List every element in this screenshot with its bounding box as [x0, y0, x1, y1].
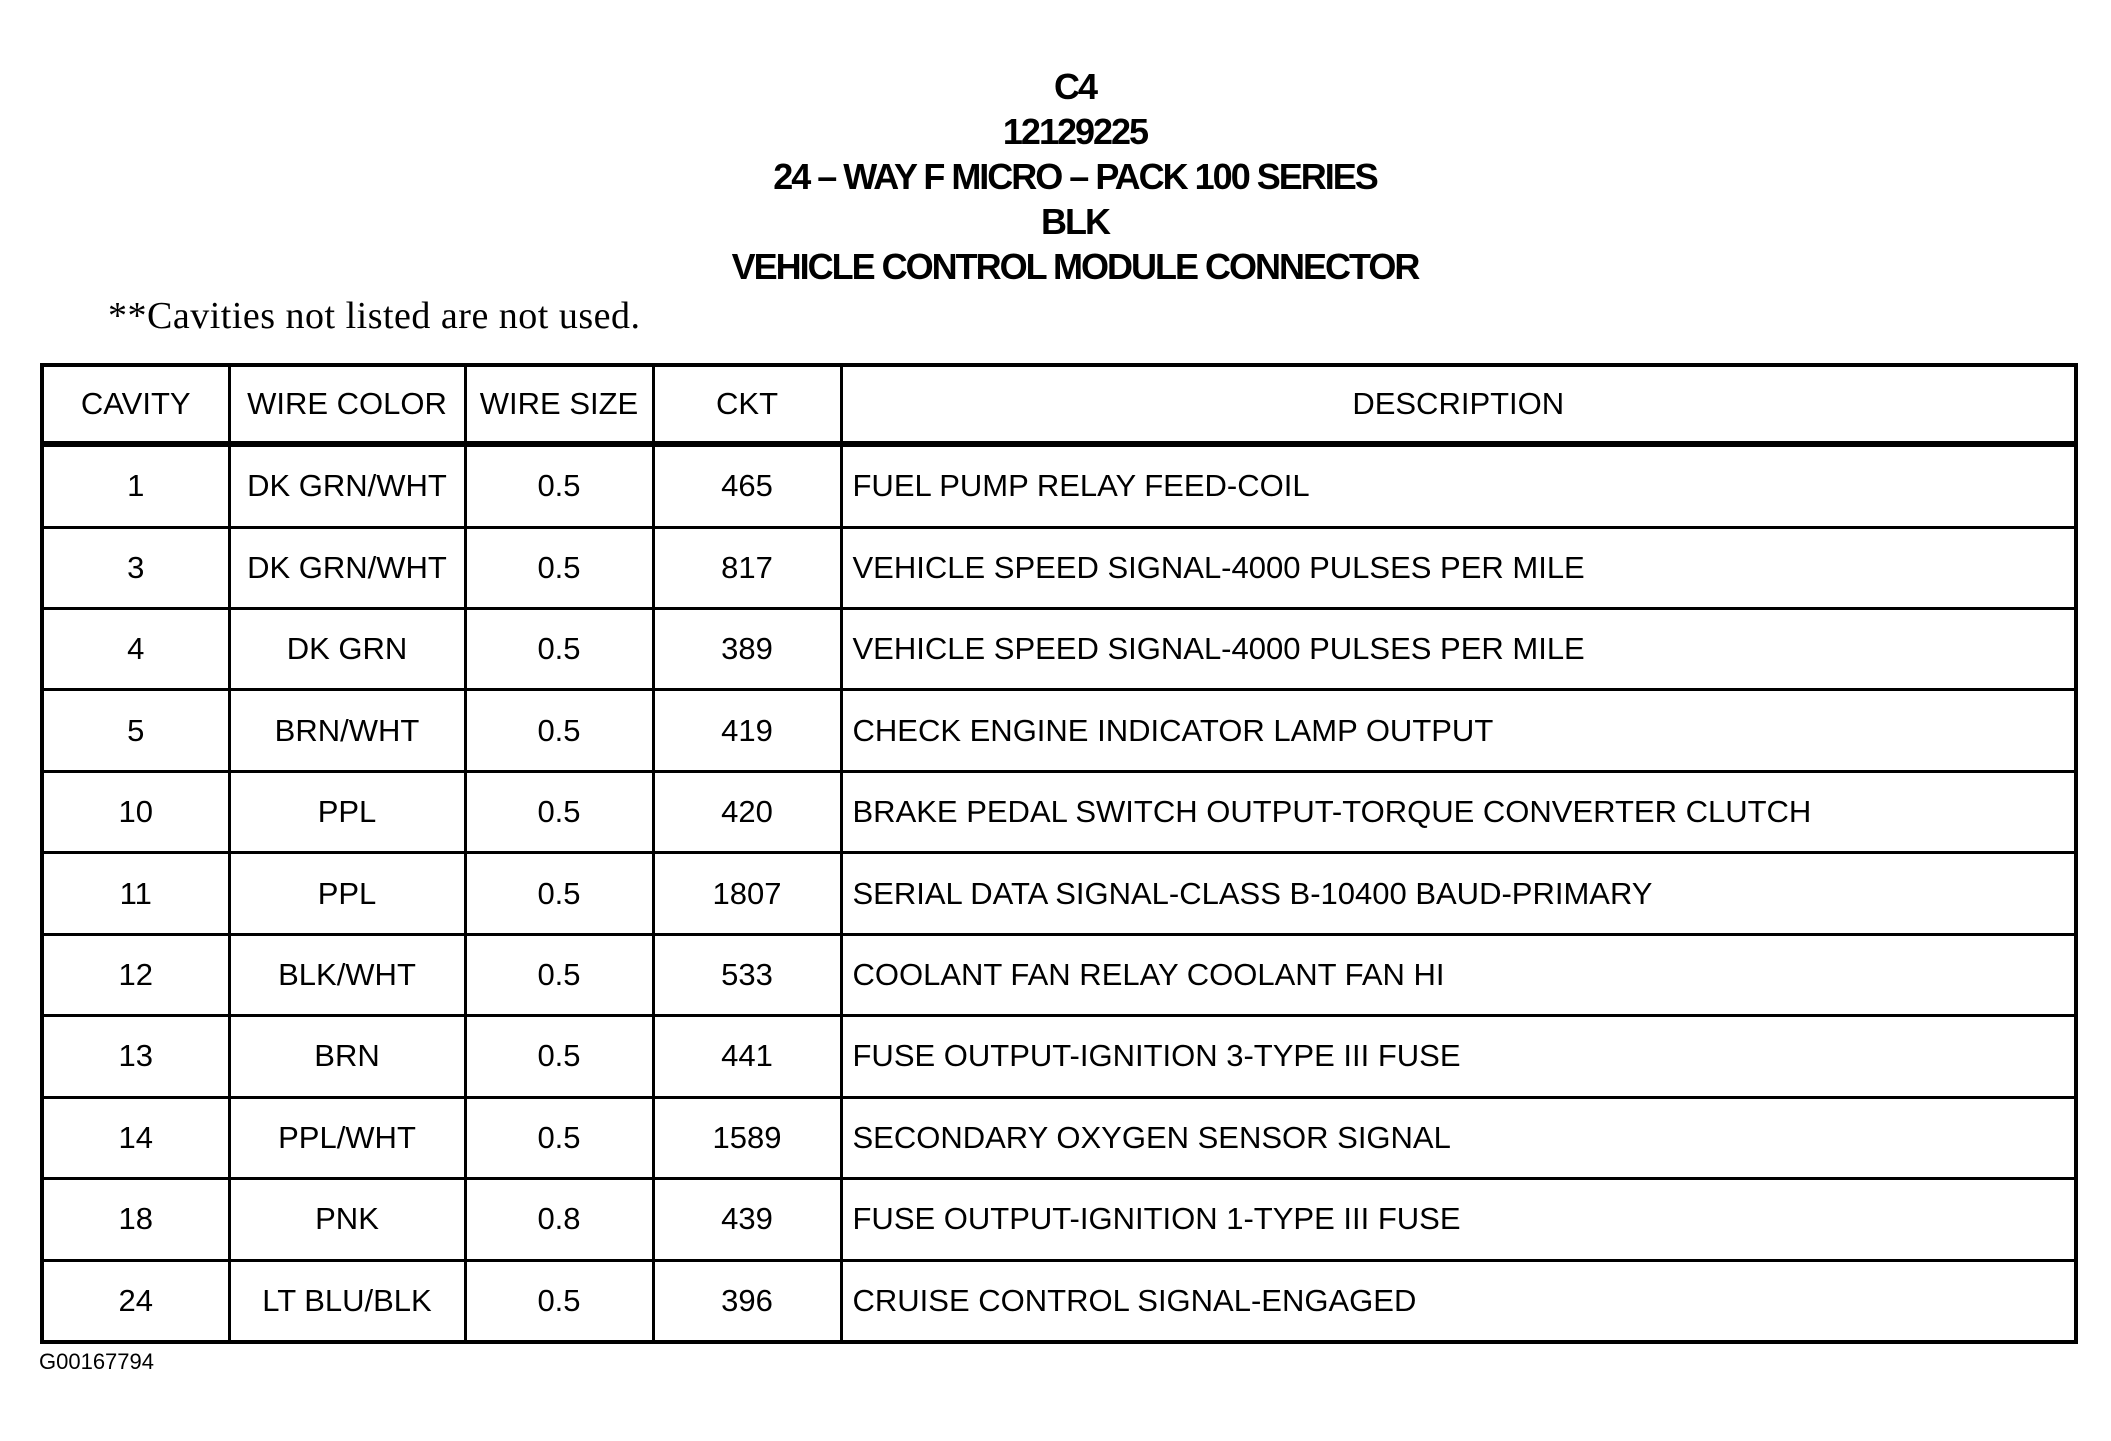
description-cell: CHECK ENGINE INDICATOR LAMP OUTPUT: [841, 690, 2074, 771]
wire-size-cell: 0.5: [465, 690, 653, 771]
wire-size-cell: 0.5: [465, 934, 653, 1015]
wire-size-cell: 0.5: [465, 853, 653, 934]
wire-size-cell: 0.5: [465, 527, 653, 608]
wire-color-cell: DK GRN: [229, 608, 465, 689]
ckt-cell: 465: [653, 444, 841, 527]
ckt-cell: 533: [653, 934, 841, 1015]
description-cell: CRUISE CONTROL SIGNAL-ENGAGED: [841, 1260, 2074, 1340]
wire-size-cell: 0.5: [465, 608, 653, 689]
table-row: [44, 853, 2074, 934]
ckt-cell: 441: [653, 1016, 841, 1097]
table-row: [44, 1260, 2074, 1340]
ckt-cell: 1807: [653, 853, 841, 934]
table-row: [44, 1179, 2074, 1260]
table-row: [44, 527, 2074, 608]
part-number: 12129225: [1002, 111, 1148, 152]
cavity-cell: 18: [44, 1179, 229, 1260]
column-header-cavity: CAVITY: [80, 386, 191, 421]
column-header-wire-color: WIRE COLOR: [229, 367, 465, 444]
ckt-cell: 419: [653, 690, 841, 771]
wire-color-cell: DK GRN/WHT: [229, 527, 465, 608]
column-header-description: DESCRIPTION: [841, 367, 2074, 444]
wire-color-cell: PPL: [229, 853, 465, 934]
wire-color-cell: PPL: [229, 771, 465, 852]
cavity-cell: 10: [44, 771, 229, 852]
pinout-table: [44, 367, 2074, 1340]
description-cell: FUSE OUTPUT-IGNITION 3-TYPE III FUSE: [841, 1016, 2074, 1097]
wire-color-cell: BLK/WHT: [229, 934, 465, 1015]
cavity-cell: 1: [44, 444, 229, 527]
connector-id: C4: [1053, 66, 1097, 107]
ckt-cell: 439: [653, 1179, 841, 1260]
connector-color: BLK: [1041, 201, 1109, 242]
table-row: [44, 1016, 2074, 1097]
description-cell: FUEL PUMP RELAY FEED-COIL: [841, 444, 2074, 527]
cavity-cell: 11: [44, 853, 229, 934]
cavity-cell: 4: [44, 608, 229, 689]
wire-size-cell: 0.5: [465, 444, 653, 527]
ckt-cell: 1589: [653, 1097, 841, 1178]
table-row: [44, 1097, 2074, 1178]
wire-color-cell: PPL/WHT: [229, 1097, 465, 1178]
table-header-row: [44, 367, 2074, 444]
table-row: [44, 690, 2074, 771]
table-row: [44, 771, 2074, 852]
cavity-cell: 5: [44, 690, 229, 771]
description-cell: SECONDARY OXYGEN SENSOR SIGNAL: [841, 1097, 2074, 1178]
wire-color-cell: DK GRN/WHT: [229, 444, 465, 527]
cavity-cell: 13: [44, 1016, 229, 1097]
connector-header: [0, 64, 2111, 289]
description-cell: FUSE OUTPUT-IGNITION 1-TYPE III FUSE: [841, 1179, 2074, 1260]
ckt-cell: 396: [653, 1260, 841, 1340]
pinout-table-frame: [40, 363, 2078, 1344]
ckt-cell: 389: [653, 608, 841, 689]
connector-title: VEHICLE CONTROL MODULE CONNECTOR: [731, 246, 1419, 287]
description-cell: VEHICLE SPEED SIGNAL-4000 PULSES PER MILE: [841, 608, 2074, 689]
wire-color-cell: LT BLU/BLK: [229, 1260, 465, 1340]
description-cell: COOLANT FAN RELAY COOLANT FAN HI: [841, 934, 2074, 1015]
wire-color-cell: PNK: [229, 1179, 465, 1260]
cavity-cell: 12: [44, 934, 229, 1015]
wire-size-cell: 0.5: [465, 771, 653, 852]
connector-type: 24 – WAY F MICRO – PACK 100 SERIES: [773, 156, 1377, 197]
unused-cavities-note: **Cavities not listed are not used.: [108, 295, 641, 337]
wire-size-cell: 0.5: [465, 1016, 653, 1097]
table-row: [44, 444, 2074, 527]
wire-size-cell: 0.8: [465, 1179, 653, 1260]
wire-size-cell: 0.5: [465, 1260, 653, 1340]
ckt-cell: 817: [653, 527, 841, 608]
description-cell: BRAKE PEDAL SWITCH OUTPUT-TORQUE CONVERTER CLUTCH: [841, 771, 2074, 852]
ckt-cell: 420: [653, 771, 841, 852]
column-header-ckt: CKT: [653, 367, 841, 444]
cavity-cell: 14: [44, 1097, 229, 1178]
table-row: [44, 934, 2074, 1015]
wire-size-cell: 0.5: [465, 1097, 653, 1178]
column-header-wire-size: WIRE SIZE: [465, 367, 653, 444]
wire-color-cell: BRN: [229, 1016, 465, 1097]
cavity-cell: 24: [44, 1260, 229, 1340]
description-cell: SERIAL DATA SIGNAL-CLASS B-10400 BAUD-PRIMARY: [841, 853, 2074, 934]
table-row: [44, 608, 2074, 689]
figure-code: G00167794: [39, 1349, 154, 1374]
wire-color-cell: BRN/WHT: [229, 690, 465, 771]
cavity-cell: 3: [44, 527, 229, 608]
description-cell: VEHICLE SPEED SIGNAL-4000 PULSES PER MILE: [841, 527, 2074, 608]
